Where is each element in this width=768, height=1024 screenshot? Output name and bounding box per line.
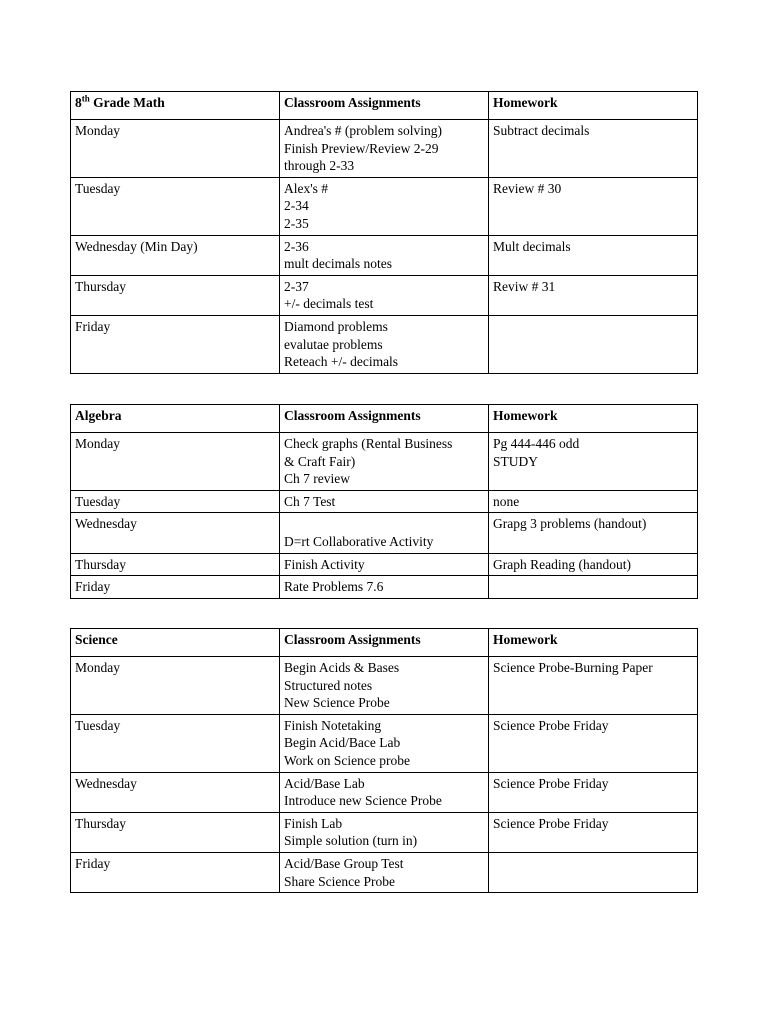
homework-line: Graph Reading (handout): [493, 556, 631, 572]
table-row: [71, 433, 698, 491]
table-row: [71, 576, 698, 599]
homework-line: Science Probe Friday: [493, 815, 609, 831]
assignment-line: Check graphs (Rental Business: [284, 436, 453, 451]
homework-cell: [489, 120, 698, 178]
homework-line: Mult decimals: [493, 238, 571, 254]
assignment-line: [284, 515, 484, 533]
table-row: [71, 315, 698, 373]
homework-cell: [489, 315, 698, 373]
column-header-homework: Homework: [489, 92, 698, 120]
day-cell: Tuesday: [71, 714, 280, 772]
assignment-line: Finish Preview/Review 2-29: [284, 140, 439, 156]
table-title: [71, 92, 280, 120]
homework-cell: [489, 553, 698, 576]
assignments-cell: [280, 177, 489, 235]
table-body: [71, 120, 698, 374]
homework-line: Subtract decimals: [493, 123, 590, 138]
column-header-assignments: Classroom Assignments: [280, 405, 489, 433]
title-superscript: th: [81, 93, 90, 104]
day-cell: Monday: [71, 433, 280, 491]
table-row: [71, 275, 698, 315]
homework-line: Review # 30: [493, 180, 562, 196]
assignments-cell: [280, 714, 489, 772]
column-header-assignments: Classroom Assignments: [280, 92, 489, 120]
homework-cell: [489, 177, 698, 235]
assignments-cell: [280, 812, 489, 852]
homework-line: Science Probe-Burning Paper: [493, 660, 653, 675]
assignment-line: Ch 7 review: [284, 471, 350, 487]
homework-cell: [489, 433, 698, 491]
assignment-line: evalutae problems: [284, 336, 383, 352]
homework-cell: [489, 772, 698, 812]
day-cell: Friday: [71, 315, 280, 373]
assignment-line: Begin Acids & Bases: [284, 660, 400, 675]
title-number: 8: [75, 95, 82, 110]
assignments-cell: [280, 657, 489, 715]
day-cell: Tuesday: [71, 490, 280, 513]
title-text: Grade Math: [89, 95, 165, 110]
assignment-line: Acid/Base Lab: [284, 775, 365, 791]
assignment-line: 2-36: [284, 238, 309, 254]
math-schedule-table: [70, 91, 698, 374]
table-row: [71, 714, 698, 772]
assignments-cell: [280, 275, 489, 315]
assignment-line: Diamond problems: [284, 318, 388, 334]
assignment-line: Structured notes: [284, 677, 373, 693]
column-header-homework: Homework: [489, 405, 698, 433]
assignment-line: Finish Lab: [284, 815, 343, 831]
table-row: [71, 553, 698, 576]
assignment-line: Andrea's # (problem solving): [284, 123, 443, 138]
assignment-line: Work on Science probe: [284, 752, 410, 768]
table-row: [71, 812, 698, 852]
day-cell: Thursday: [71, 553, 280, 576]
day-cell: Friday: [71, 852, 280, 892]
homework-line: Grapg 3 problems (handout): [493, 516, 647, 532]
assignment-line: Alex's #: [284, 180, 329, 196]
assignment-line: D=rt Collaborative Activity: [284, 533, 434, 549]
table-row: [71, 772, 698, 812]
homework-line: Reviw # 31: [493, 278, 556, 294]
assignment-line: 2-37: [284, 278, 309, 294]
table-body: [71, 657, 698, 893]
day-cell: Thursday: [71, 275, 280, 315]
homework-line: STUDY: [493, 453, 539, 469]
day-cell: Monday: [71, 657, 280, 715]
assignment-line: New Science Probe: [284, 695, 390, 711]
assignment-line: Rate Problems 7.6: [284, 579, 384, 595]
assignment-line: Finish Activity: [284, 556, 365, 572]
day-cell: Wednesday (Min Day): [71, 235, 280, 275]
day-cell: Wednesday: [71, 513, 280, 553]
homework-cell: [489, 490, 698, 513]
assignment-line: Introduce new Science Probe: [284, 793, 442, 809]
table-header-row: [71, 405, 698, 433]
homework-cell: [489, 513, 698, 553]
assignments-cell: [280, 490, 489, 513]
assignments-cell: [280, 120, 489, 178]
assignment-line: Begin Acid/Bace Lab: [284, 735, 401, 751]
table-row: [71, 177, 698, 235]
table-row: [71, 120, 698, 178]
table-row: [71, 235, 698, 275]
homework-cell: [489, 714, 698, 772]
assignments-cell: [280, 315, 489, 373]
table-row: [71, 657, 698, 715]
table-body: [71, 433, 698, 599]
day-cell: Monday: [71, 120, 280, 178]
table-row: [71, 490, 698, 513]
assignment-line: +/- decimals test: [284, 296, 374, 312]
homework-line: Pg 444-446 odd: [493, 436, 580, 451]
day-cell: Tuesday: [71, 177, 280, 235]
homework-cell: [489, 812, 698, 852]
assignments-cell: [280, 576, 489, 599]
column-header-assignments: Classroom Assignments: [280, 629, 489, 657]
assignment-line: Reteach +/- decimals: [284, 354, 399, 370]
day-cell: Thursday: [71, 812, 280, 852]
homework-cell: [489, 576, 698, 599]
assignments-cell: [280, 553, 489, 576]
homework-cell: [489, 657, 698, 715]
table-header-row: [71, 92, 698, 120]
algebra-schedule-table: [70, 404, 698, 599]
science-schedule-table: [70, 628, 698, 893]
assignments-cell: [280, 235, 489, 275]
homework-cell: [489, 235, 698, 275]
column-header-homework: Homework: [489, 629, 698, 657]
assignment-line: Finish Notetaking: [284, 717, 382, 733]
assignment-line: & Craft Fair): [284, 453, 356, 469]
assignment-line: through 2-33: [284, 158, 355, 174]
homework-cell: [489, 852, 698, 892]
homework-line: Science Probe Friday: [493, 775, 609, 791]
table-title: Algebra: [71, 405, 280, 433]
assignment-line: 2-35: [284, 215, 309, 231]
assignment-line: Simple solution (turn in): [284, 833, 418, 849]
assignment-line: Acid/Base Group Test: [284, 855, 404, 871]
assignments-cell: [280, 513, 489, 553]
assignments-cell: [280, 772, 489, 812]
assignments-cell: [280, 433, 489, 491]
homework-line: none: [493, 493, 520, 509]
homework-line: Science Probe Friday: [493, 717, 609, 733]
day-cell: Friday: [71, 576, 280, 599]
assignment-line: Share Science Probe: [284, 873, 395, 889]
assignment-line: 2-34: [284, 198, 309, 214]
table-row: [71, 852, 698, 892]
assignments-cell: [280, 852, 489, 892]
assignment-line: Ch 7 Test: [284, 493, 336, 509]
assignment-line: mult decimals notes: [284, 256, 392, 272]
day-cell: Wednesday: [71, 772, 280, 812]
table-title: Science: [71, 629, 280, 657]
homework-cell: [489, 275, 698, 315]
table-row: [71, 513, 698, 553]
table-header-row: [71, 629, 698, 657]
